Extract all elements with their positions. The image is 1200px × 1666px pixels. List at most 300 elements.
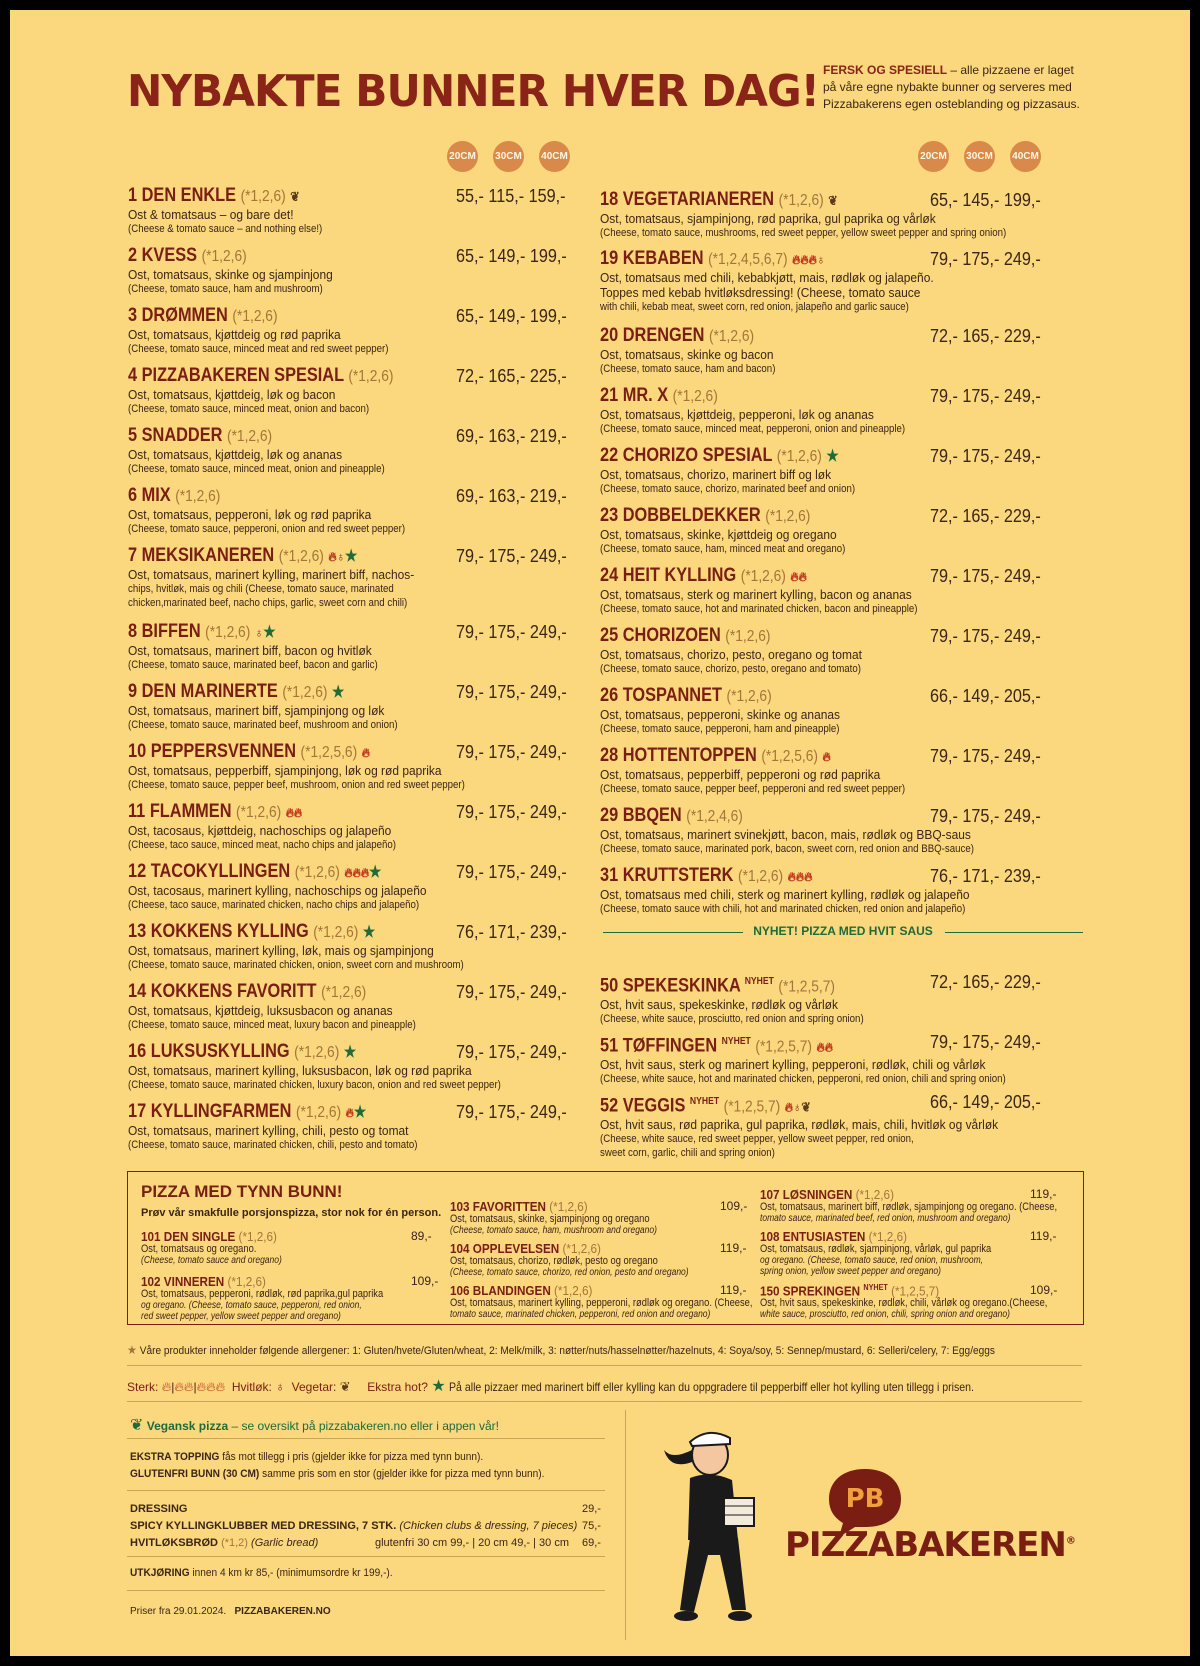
item-desc: Ost, tacosaus, marinert kylling, nachoschips og jalapeño [128, 883, 427, 898]
item-price: 72,- 165,- 229,- [930, 506, 1041, 526]
divider-line [945, 932, 1083, 933]
menu-item [128, 546, 573, 610]
legend-hvitlok: Hvitløk: [231, 1380, 272, 1394]
item-desc: Ost, hvit saus, spekeskinke, rødløk og vårløk [600, 997, 838, 1013]
leaf-icon: ❦ [339, 1379, 351, 1394]
item-price: 79,- 175,- 249,- [930, 386, 1041, 406]
thin-item [450, 1241, 747, 1278]
item-price: 79,- 175,- 249,- [456, 802, 567, 822]
item-price: 79,- 175,- 249,- [930, 249, 1041, 269]
legend-ekstra-text: På alle pizzaer med marinert biff eller kylling kan du oppgradere til pepperbiff eller hot kylling uten tillegg i prisen. [449, 1380, 974, 1394]
item-desc-en: (Cheese, tomato sauce, minced meat, pepperoni, onion and pineapple) [600, 423, 906, 435]
item-desc-en: sweet corn, garlic, chili and spring onion) [600, 1147, 775, 1160]
thin-item-desc-en: og oregano. (Cheese, tomato sauce, red onion, mushroom, [760, 1255, 984, 1266]
item-price: 79,- 175,- 249,- [930, 806, 1041, 826]
item-desc: Ost, tomatsaus med chili, sterk og marinert kylling, rødløk og jalapeño [600, 887, 970, 902]
logo-reg: ® [1065, 1535, 1075, 1547]
thin-item [760, 1283, 1058, 1321]
item-allergens: (*1,2,6) [205, 624, 251, 641]
item-price: 79,- 175,- 249,- [930, 626, 1041, 646]
side-name: DRESSING [130, 1503, 188, 1515]
item-desc: Ost, tomatsaus, marinert kylling, løk, mais og sjampinjong [128, 943, 434, 958]
fire-icon: 🔥︎ [328, 549, 337, 564]
fire-icon: 🔥︎ [798, 569, 807, 584]
item-price: 66,- 149,- 205,- [930, 1092, 1041, 1112]
thin-item-price: 119,- [1030, 1229, 1057, 1243]
item-allergens: (*1,2,6) [175, 488, 221, 505]
item-price: 79,- 175,- 249,- [456, 742, 567, 762]
thin-item-desc: Ost, tomatsaus, pepperoni, rødløk, rød paprika,gul paprika [141, 1288, 384, 1300]
menu-item [600, 446, 1045, 496]
item-desc-en: (Cheese, tomato sauce, marinated chicken, chili, pesto and tomato) [128, 1139, 418, 1151]
intro-text [823, 62, 1083, 113]
fire-icon: 🔥︎ [361, 745, 370, 760]
fire-icon: 🔥︎🔥︎🔥︎ [196, 1379, 226, 1394]
size-badge: 30CM [964, 141, 995, 172]
fire-icon: 🔥︎ [293, 805, 303, 820]
item-name: 21 MR. X [600, 385, 669, 406]
item-desc-en: (Cheese, white sauce, prosciutto, red onion and spring onion) [600, 1013, 864, 1026]
footer-date: Priser fra 29.01.2024. [130, 1606, 227, 1617]
thin-item-name: 103 FAVORITTEN [450, 1199, 547, 1214]
item-desc-en: with chili, kebab meat, sweet corn, red onion, jalapeño and garlic sauce) [600, 301, 909, 313]
footer-site: PIZZABAKEREN.NO [234, 1606, 331, 1617]
item-name: 5 SNADDER [128, 425, 223, 446]
item-allergens: (*1,2,6) [726, 688, 772, 705]
thin-title: PIZZA MED TYNN BUNN! [141, 1182, 343, 1201]
vegan-leaf-icon: ❦ [130, 1417, 144, 1434]
menu-item [128, 682, 573, 732]
item-desc: Ost, tomatsaus, marinert svinekjøtt, bacon, mais, rødløk og BBQ-saus [600, 827, 971, 842]
item-desc: Ost, tomatsaus, kjøttdeig, luksusbacon og ananas [128, 1003, 393, 1018]
footer [130, 1606, 331, 1617]
menu-item [600, 626, 1045, 676]
extra-topping [130, 1451, 483, 1463]
item-allergens: (*1,2,5,7) [778, 978, 835, 996]
new-tag: NYHET [721, 1036, 751, 1047]
thin-item [760, 1187, 1058, 1224]
item-desc-en: (Cheese, white sauce, red sweet pepper, yellow sweet pepper, red onion, [600, 1133, 914, 1146]
page-title: NYBAKTE BUNNER HVER DAG! [127, 66, 819, 117]
item-desc: Ost, tomatsaus, pepperoni, skinke og ananas [600, 707, 841, 722]
item-allergens: (*1,2,6) [294, 1044, 340, 1061]
item-desc-en: (Cheese, tomato sauce, minced meat and red sweet pepper) [128, 343, 389, 355]
topping-text: fås mot tillegg i pris (gjelder ikke for pizza med tynn bunn). [219, 1451, 484, 1463]
item-desc: Ost, tomatsaus, marinert biff, bacon og hvitløk [128, 643, 372, 658]
item-name: 4 PIZZABAKEREN SPESIAL [128, 365, 344, 386]
item-name: 7 MEKSIKANEREN [128, 545, 275, 566]
item-allergens: (*1,2,6) [232, 308, 278, 325]
item-name: 50 SPEKESKINKA [600, 975, 741, 997]
item-price: 69,- 163,- 219,- [456, 486, 567, 506]
divider [127, 1401, 1082, 1402]
item-price: 65,- 149,- 199,- [456, 306, 567, 326]
thin-item-allergens: (*1,2,6) [238, 1229, 277, 1244]
item-desc-en: (Cheese, tomato sauce, pepper beef, pepperoni and red sweet pepper) [600, 783, 906, 795]
fire-icon: 🔥︎ [804, 869, 813, 884]
star-icon: ★ [344, 548, 358, 565]
item-name: 3 DRØMMEN [128, 305, 228, 326]
item-allergens: (*1,2,6) [765, 508, 811, 525]
side-extra: (Garlic bread) [251, 1537, 319, 1549]
item-desc: Ost, tomatsaus, chorizo, marinert biff og løk [600, 467, 832, 482]
item-desc-en: (Cheese, tomato sauce, minced meat, onion and bacon) [128, 403, 370, 415]
item-allergens: (*1,2,6) [295, 1104, 342, 1121]
star-icon: ★ [343, 1044, 357, 1061]
fire-icon: 🔥︎🔥︎ [174, 1379, 194, 1394]
item-price: 72,- 165,- 229,- [930, 972, 1041, 992]
item-name: 22 CHORIZO SPESIAL [600, 445, 773, 466]
fire-icon: 🔥︎ [792, 252, 801, 267]
menu-item [600, 249, 1045, 314]
item-price: 79,- 175,- 249,- [456, 1102, 567, 1122]
thin-item-desc: Ost, tomatsaus, marinert kylling, pepperoni, rødløk og oregano. (Cheese, [450, 1297, 753, 1309]
item-name: 31 KRUTTSTERK [600, 865, 734, 886]
thin-item-desc-en: (Cheese, tomato sauce, chorizo, red onion, pesto and oregano) [450, 1267, 689, 1278]
baker-illustration-icon [650, 1420, 790, 1640]
item-allergens: (*1,2,6) [348, 368, 394, 385]
legend: Sterk: 🔥︎|🔥︎🔥︎|🔥︎🔥︎🔥︎ Hvitløk: ♁ Vegetar: ❦ Ekstra hot? ★ På alle pizzaer med marinert biff eller kylling kan du oppgradere til pepperbiff eller hot kylling uten tillegg i prisen. [127, 1378, 974, 1395]
divider [127, 1590, 605, 1591]
new-tag: NYHET [863, 1283, 888, 1292]
item-desc: Ost & tomatsaus – og bare det! [128, 207, 294, 222]
thin-item [450, 1283, 753, 1320]
logo-name [785, 1525, 1075, 1565]
item-price: 69,- 163,- 219,- [456, 426, 567, 446]
fire-icon: 🔥︎ [822, 749, 831, 764]
item-desc-en: (Cheese, tomato sauce, marinated beef, mushroom and onion) [128, 719, 398, 731]
side-price: 29,- [582, 1503, 601, 1515]
thin-item-name: 102 VINNEREN [141, 1274, 225, 1289]
item-allergens: (*1,2,6) [672, 388, 718, 405]
item-name: 25 CHORIZOEN [600, 625, 721, 646]
item-price: 66,- 149,- 205,- [930, 686, 1041, 706]
fire-icon: 🔥︎ [285, 805, 294, 820]
item-name: 18 VEGETARIANEREN [600, 189, 775, 210]
allergens-line [127, 1343, 995, 1357]
glutenfri-bold: GLUTENFRI BUNN (30 CM) [130, 1468, 260, 1480]
thin-item-allergens: (*1,2,6) [554, 1283, 593, 1298]
thin-item-desc-en: tomato sauce, marinated beef, red onion, mushroom and oregano) [760, 1213, 1011, 1224]
item-desc-en: (Cheese, tomato sauce, ham and mushroom) [128, 283, 323, 295]
item-name: 24 HEIT KYLLING [600, 565, 737, 586]
fire-icon: 🔥︎ [787, 869, 796, 884]
side-extra: (Chicken clubs & dressing, 7 pieces) [399, 1520, 578, 1532]
item-price: 65,- 149,- 199,- [456, 246, 567, 266]
size-badge: 40CM [1010, 141, 1041, 172]
item-price: 79,- 175,- 249,- [930, 446, 1041, 466]
item-price: 79,- 175,- 249,- [456, 862, 567, 882]
item-name: 14 KOKKENS FAVORITT [128, 981, 317, 1002]
item-desc-en: (Cheese & tomato sauce – and nothing else!) [128, 223, 323, 235]
garlic-icon: ♁ [336, 549, 345, 564]
glutenfri [130, 1468, 544, 1480]
leaf-icon: ❦ [290, 189, 300, 204]
thin-item-allergens: (*1,2,6) [868, 1229, 907, 1244]
menu-item [600, 806, 1045, 856]
menu-item [128, 186, 573, 236]
item-desc: Ost, tomatsaus, marinert kylling, marinert biff, nachos- [128, 567, 415, 582]
item-desc-en: (Cheese, white sauce, hot and marinated chicken, pepperoni, red onion, chili and spring onion) [600, 1073, 1006, 1086]
item-price: 79,- 175,- 249,- [456, 546, 567, 566]
thin-item-price: 89,- [411, 1229, 432, 1243]
item-price: 72,- 165,- 229,- [930, 326, 1041, 346]
thin-item-allergens: (*1,2,6) [562, 1241, 601, 1256]
item-price: 79,- 175,- 249,- [456, 682, 567, 702]
item-name: 11 FLAMMEN [128, 801, 232, 822]
menu-item [600, 746, 1045, 796]
garlic-icon: ♁ [254, 625, 264, 640]
star-icon: ★ [369, 864, 382, 881]
thin-item-allergens: (*1,2,6) [227, 1274, 266, 1289]
fire-icon: 🔥︎ [360, 865, 370, 880]
item-price: 79,- 175,- 249,- [930, 746, 1041, 766]
item-price: 76,- 171,- 239,- [456, 922, 567, 942]
item-allergens: (*1,2,6) [321, 984, 367, 1001]
fire-icon: 🔥︎ [352, 865, 361, 880]
item-desc-en: (Cheese, tomato sauce, pepperoni, onion and red sweet pepper) [128, 523, 406, 535]
thin-item-desc: Ost, tomatsaus, skinke, sjampinjong og oregano [450, 1213, 650, 1225]
side-item [130, 1520, 605, 1532]
item-name: 52 VEGGIS [600, 1095, 686, 1117]
leaf-icon: ❦ [828, 193, 838, 208]
menu-item [600, 190, 1045, 240]
item-allergens: (*1,2,5,6) [761, 748, 818, 765]
divider [127, 1556, 605, 1557]
thin-item [760, 1229, 1057, 1277]
item-desc: Ost, tomatsaus, kjøttdeig, løk og bacon [128, 387, 336, 402]
item-allergens: (*1,2,6) [236, 804, 282, 821]
glutenfri-text: samme pris som en stor (gjelder ikke for pizza med tynn bunn). [259, 1468, 545, 1480]
item-desc: Ost, tomatsaus, kjøttdeig og rød paprika [128, 327, 341, 342]
fire-icon: 🔥︎ [795, 869, 805, 884]
item-name: 28 HOTTENTOPPEN [600, 745, 757, 766]
thin-item-desc-en: og oregano. (Cheese, tomato sauce, pepperoni, red onion, [141, 1300, 362, 1311]
vegan-line [130, 1415, 499, 1435]
item-desc-en: (Cheese, tomato sauce, marinated chicken, luxury bacon, onion and red sweet pepper) [128, 1079, 501, 1091]
item-name: 2 KVESS [128, 245, 198, 266]
thin-item-name: 104 OPPLEVELSEN [450, 1241, 560, 1256]
fire-icon: 🔥︎ [784, 1099, 793, 1115]
thin-item-allergens: (*1,2,5,7) [891, 1283, 940, 1299]
size-badges-left [447, 141, 570, 172]
side-allergens: (*1,2) [221, 1537, 248, 1549]
item-price: 65,- 145,- 199,- [930, 190, 1041, 210]
item-price: 79,- 175,- 249,- [930, 566, 1041, 586]
side-mid: glutenfri 30 cm 99,- | 20 cm 49,- | 30 cm [375, 1537, 570, 1549]
item-desc: Ost, tomatsaus, skinke, kjøttdeig og oregano [600, 527, 837, 542]
menu-item [600, 1092, 1045, 1160]
item-price: 79,- 175,- 249,- [456, 1042, 567, 1062]
thin-item-desc-en: white sauce, prosciutto, red onion, chili, spring onion and oregano) [760, 1309, 1010, 1321]
item-desc-en: (Cheese, tomato sauce, chorizo, marinated beef and onion) [600, 483, 856, 495]
intro-body: – alle pizzaene er laget på våre egne nybakte bunner og serveres med Pizzabakerens egen osteblanding og pizzasaus. [823, 63, 1080, 111]
menu-item [600, 386, 1045, 436]
star-icon: ★ [353, 1104, 367, 1121]
item-name: 26 TOSPANNET [600, 685, 722, 706]
item-desc: Ost, tomatsaus, pepperbiff, pepperoni og rød paprika [600, 767, 881, 782]
thin-crust-box [127, 1171, 1084, 1325]
size-badge: 20CM [447, 141, 478, 172]
allergens-text: Våre produkter inneholder følgende allergener: 1: Gluten/hvete/Gluten/wheat, 2: Melk/milk, 3: nøtter/nuts/hasselnøtter/hazelnuts, 4: Soya/soy, 5: Sennep/mustard, 6: Selleri/celery, 7: Egg/eggs [139, 1345, 995, 1357]
star-icon: ★ [332, 684, 345, 701]
item-allergens: (*1,2,6) [725, 628, 771, 645]
item-desc: Ost, tomatsaus, pepperoni, løk og rød paprika [128, 507, 372, 522]
item-desc: Ost, tomatsaus, marinert biff, sjampinjong og løk [128, 703, 385, 718]
thin-item-price: 109,- [1030, 1283, 1058, 1297]
menu-item [128, 246, 573, 296]
vegan-text: – se oversikt på pizzabakeren.no eller i appen vår! [228, 1419, 499, 1433]
item-desc-en: (Cheese, tomato sauce, minced meat, luxury bacon and pineapple) [128, 1019, 416, 1031]
menu-item [128, 862, 573, 912]
legend-sterk: Sterk: [127, 1380, 159, 1394]
item-desc-en: (Cheese, tomato sauce, pepperoni, ham and pineapple) [600, 723, 840, 735]
size-badges-right [918, 141, 1041, 172]
item-allergens: (*1,2,5,7) [755, 1038, 812, 1056]
thin-item-desc: Ost, tomatsaus, rødløk, sjampinjong, vårløk, gul paprika [760, 1243, 992, 1255]
item-desc: Ost, tomatsaus, skinke og sjampinjong [128, 267, 333, 282]
item-name: 9 DEN MARINERTE [128, 681, 278, 702]
menu-item [128, 802, 573, 852]
menu-item [128, 982, 573, 1032]
menu-item [128, 426, 573, 476]
garlic-icon: ♁ [816, 252, 826, 267]
item-desc-en: (Cheese, tomato sauce, chorizo, pesto, oregano and tomato) [600, 663, 861, 675]
legend-ekstra: Ekstra hot? [367, 1380, 428, 1394]
fire-icon: 🔥︎ [824, 1039, 833, 1055]
thin-item-desc-en: (Cheese, tomato sauce and oregano) [141, 1255, 282, 1266]
item-name: 8 BIFFEN [128, 621, 201, 642]
thin-item [450, 1199, 748, 1236]
thin-item-name: 107 LØSNINGEN [760, 1187, 853, 1202]
thin-item-allergens: (*1,2,6) [855, 1187, 894, 1202]
item-allergens: (*1,2,6) [282, 684, 328, 701]
item-price: 79,- 175,- 249,- [930, 1032, 1041, 1052]
delivery-text: innen 4 km kr 85,- (minimumsordre kr 199,-). [189, 1567, 393, 1579]
item-desc: Ost, tomatsaus, sjampinjong, rød paprika, gul paprika og vårløk [600, 211, 936, 226]
thin-item-price: 119,- [720, 1283, 747, 1297]
item-allergens: (*1,2,6) [778, 192, 824, 209]
item-desc: Ost, tomatsaus, chorizo, pesto, oregano og tomat [600, 647, 862, 662]
star-icon: ★ [127, 1343, 137, 1357]
star-icon: ★ [826, 448, 839, 465]
new-tag: NYHET [689, 1096, 720, 1107]
divider [127, 1365, 1082, 1366]
divider [127, 1490, 605, 1491]
item-name: 20 DRENGEN [600, 325, 705, 346]
item-desc: Ost, hvit saus, rød paprika, gul paprika, rødløk, mais, chili, hvitløk og vårløk [600, 1117, 999, 1133]
item-name: 17 KYLLINGFARMEN [128, 1101, 292, 1122]
topping-bold: EKSTRA TOPPING [130, 1451, 220, 1463]
menu-item [600, 866, 1045, 916]
fire-icon: 🔥︎ [790, 569, 799, 584]
item-allergens: (*1,2,6) [313, 924, 359, 941]
item-desc-en: (Cheese, tomato sauce, minced meat, onion and pineapple) [128, 463, 385, 475]
thin-item [141, 1274, 439, 1322]
item-price: 79,- 175,- 249,- [456, 982, 567, 1002]
fire-icon: 🔥︎ [161, 1379, 172, 1394]
garlic-icon: ♁ [275, 1379, 285, 1394]
item-allergens: (*1,2,6) [201, 248, 247, 265]
logo-text: PIZZABAKEREN [785, 1525, 1066, 1565]
item-desc-en: (Cheese, tomato sauce, mushrooms, red sweet pepper, yellow sweet pepper and spring onion) [600, 227, 1007, 239]
thin-item-desc-en: (Cheese, tomato sauce, ham, mushroom and oregano) [450, 1225, 657, 1236]
item-desc: Ost, tomatsaus, kjøttdeig, pepperoni, løk og ananas [600, 407, 874, 422]
item-desc: Toppes med kebab hvitløksdressing! (Cheese, tomato sauce [600, 285, 921, 300]
menu-item [600, 506, 1045, 556]
menu-sheet [10, 10, 1190, 1656]
star-icon: ★ [263, 624, 276, 641]
item-allergens: (*1,2,6) [226, 428, 273, 445]
size-badge: 40CM [539, 141, 570, 172]
menu-item [128, 366, 573, 416]
thin-item-desc: Ost, tomatsaus, chorizo, rødløk, pesto og oregano [450, 1255, 658, 1267]
thin-item-price: 109,- [411, 1274, 439, 1288]
size-badge: 30CM [493, 141, 524, 172]
item-desc: Ost, tomatsaus, sterk og marinert kylling, bacon og ananas [600, 587, 912, 602]
side-item [130, 1537, 605, 1549]
menu-item [128, 742, 573, 792]
item-name: 23 DOBBELDEKKER [600, 505, 761, 526]
thin-subtitle: Prøv vår smakfulle porsjonspizza, stor nok for én person. [141, 1207, 442, 1219]
item-desc: Ost, tomatsaus med chili, kebabkjøtt, mais, rødløk og jalapeño. [600, 270, 934, 285]
item-name: 12 TACOKYLLINGEN [128, 861, 291, 882]
item-allergens: (*1,2,6) [240, 188, 286, 205]
item-desc-en: (Cheese, tomato sauce, marinated pork, bacon, sweet corn, red onion and BBQ-sauce) [600, 843, 974, 855]
garlic-icon: ♁ [792, 1099, 802, 1115]
leaf-icon: ❦ [801, 1099, 811, 1115]
menu-item [128, 1042, 573, 1092]
item-name: 19 KEBABEN [600, 248, 704, 269]
item-desc-en: (Cheese, tomato sauce, hot and marinated chicken, bacon and pineapple) [600, 603, 918, 615]
intro-bold: FERSK OG SPESIELL [823, 63, 948, 77]
thin-item-desc: Ost, hvit saus, spekeskinke, rødløk, chili, vårløk og oregano.(Cheese, [760, 1297, 1048, 1310]
thin-item-allergens: (*1,2,6) [549, 1199, 588, 1214]
thin-item-price: 119,- [1030, 1187, 1057, 1201]
menu-item [600, 972, 1045, 1026]
item-desc-en: (Cheese, tomato sauce, ham, minced meat and oregano) [600, 543, 846, 555]
thin-item-desc: Ost, tomatsaus og oregano. [141, 1243, 257, 1255]
item-allergens: (*1,2,4,5,6,7) [708, 251, 788, 268]
thin-item-price: 109,- [720, 1199, 748, 1213]
side-price: 69,- [582, 1537, 601, 1549]
item-desc: Ost, tomatsaus, skinke og bacon [600, 347, 774, 362]
side-name: HVITLØKSBRØD [130, 1537, 218, 1549]
fire-icon: 🔥︎ [808, 252, 817, 267]
size-badge: 20CM [918, 141, 949, 172]
item-desc-en: chicken,marinated beef, nacho chips, garlic, sweet corn and chili) [128, 597, 408, 609]
item-desc: Ost, tomatsaus, kjøttdeig, løk og ananas [128, 447, 343, 462]
fire-icon: 🔥︎ [345, 1105, 354, 1120]
item-desc: Ost, hvit saus, sterk og marinert kylling, pepperoni, rødløk, chili og vårløk [600, 1057, 986, 1073]
item-allergens: (*1,2,6) [738, 868, 784, 885]
thin-item-name: 101 DEN SINGLE [141, 1229, 236, 1244]
item-desc-en: (Cheese, tomato sauce, marinated beef, bacon and garlic) [128, 659, 378, 671]
white-sauce-title: NYHET! PIZZA MED HVIT SAUS [753, 924, 933, 938]
thin-item-price: 119,- [720, 1241, 747, 1255]
item-desc-en: (Cheese, tomato sauce, ham and bacon) [600, 363, 776, 375]
thin-item-name: 150 SPREKINGEN [760, 1283, 861, 1299]
delivery [130, 1567, 393, 1579]
item-allergens: (*1,2,5,6) [300, 744, 358, 761]
divider [127, 1438, 605, 1439]
fire-icon: 🔥︎ [800, 252, 809, 267]
legend-vegetar: Vegetar: [291, 1380, 337, 1394]
thin-item-desc-en: spring onion, yellow sweet pepper and oregano) [760, 1266, 941, 1277]
delivery-bold: UTKJØRING [130, 1567, 190, 1579]
item-allergens: (*1,2,6) [776, 448, 822, 465]
star-icon: ★ [362, 924, 376, 941]
